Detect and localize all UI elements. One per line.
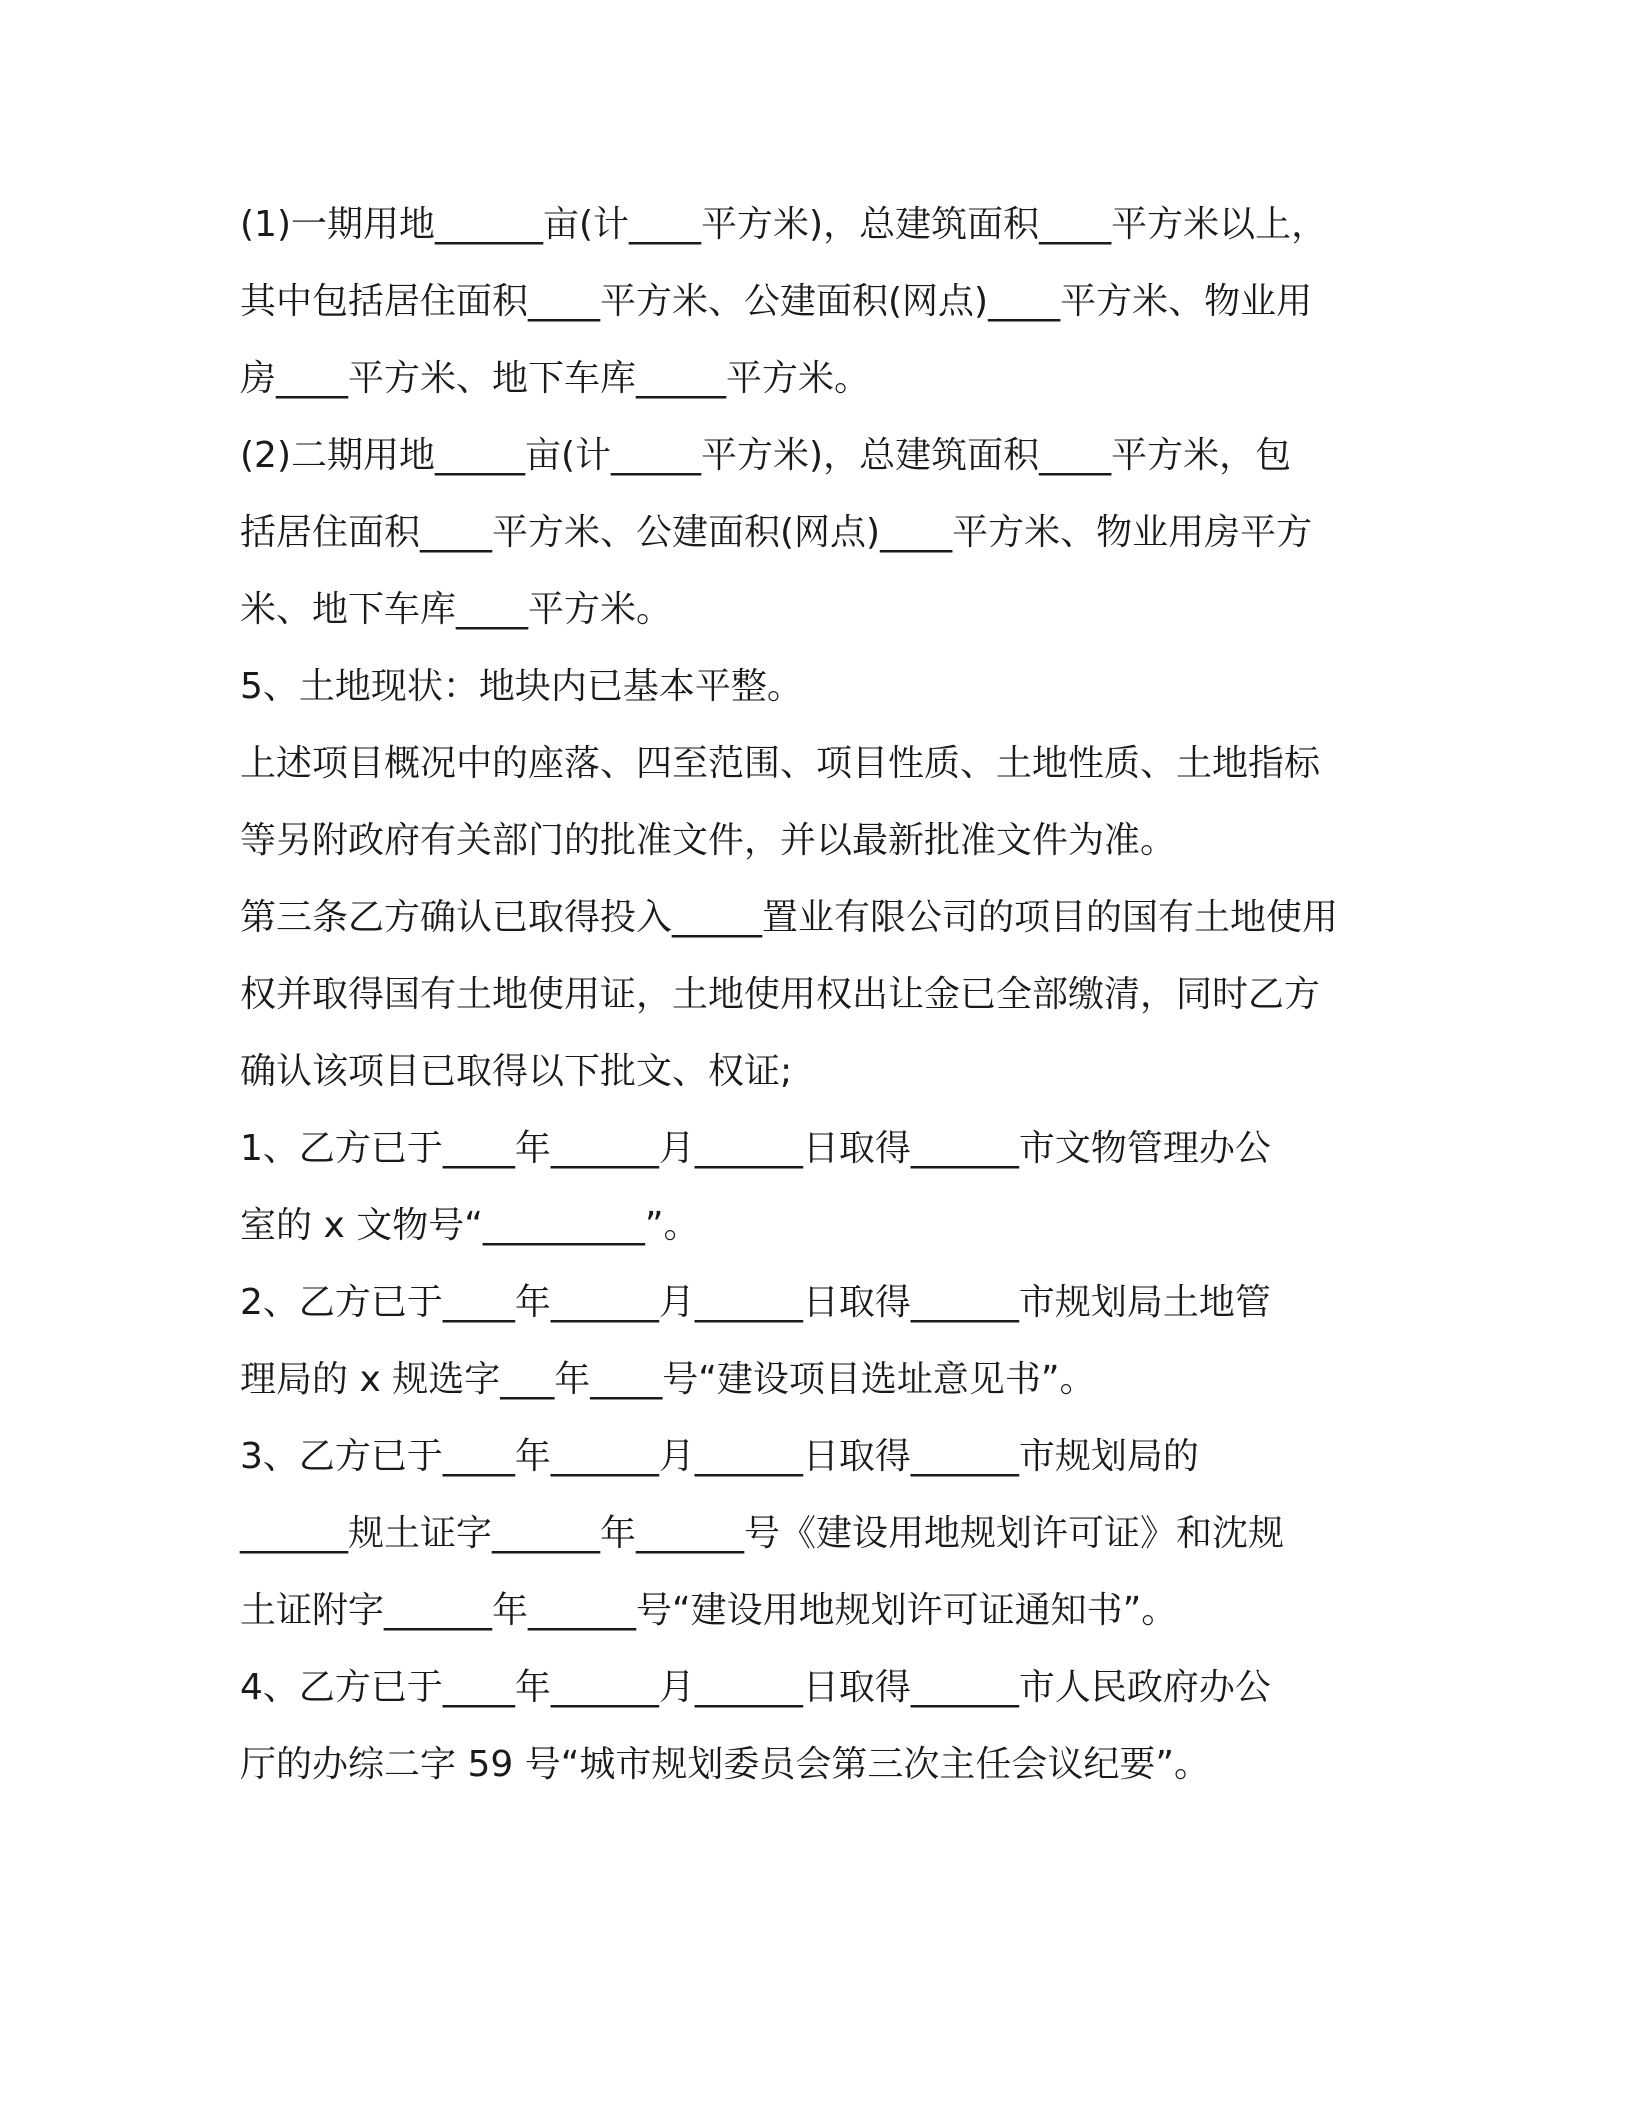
text-line: 2、乙方已于____年______月______日取得______市规划局土地管 <box>240 1282 1271 1323</box>
text-line: 室的 x 文物号“_________”。 <box>240 1205 700 1246</box>
text-line: 4、乙方已于____年______月______日取得______市人民政府办公 <box>240 1667 1271 1708</box>
text-line: 其中包括居住面积____平方米、公建面积(网点)____平方米、物业用 <box>240 281 1313 322</box>
text-line: 括居住面积____平方米、公建面积(网点)____平方米、物业用房平方 <box>240 512 1313 553</box>
text-line: ______规土证字______年______号《建设用地规划许可证》和沈规 <box>240 1513 1285 1554</box>
text-line: 等另附政府有关部门的批准文件，并以最新批准文件为准。 <box>240 820 1177 861</box>
text-line: 理局的 x 规选字___年____号“建设项目选址意见书”。 <box>240 1359 1096 1400</box>
text-line: 3、乙方已于____年______月______日取得______市规划局的 <box>240 1436 1199 1477</box>
text-line: 米、地下车库____平方米。 <box>240 589 673 630</box>
text-line: 确认该项目已取得以下批文、权证; <box>240 1051 793 1092</box>
text-line: (2)二期用地_____亩(计_____平方米)，总建筑面积____平方米，包 <box>240 435 1292 476</box>
text-line: 上述项目概况中的座落、四至范围、项目性质、土地性质、土地指标 <box>240 743 1321 784</box>
text-line: 第三条乙方确认已取得投入_____置业有限公司的项目的国有土地使用 <box>240 897 1339 938</box>
text-line: 权并取得国有土地使用证，土地使用权出让金已全部缴清，同时乙方 <box>240 974 1321 1015</box>
text-line: 房____平方米、地下车库_____平方米。 <box>240 358 871 399</box>
text-line: 1、乙方已于____年______月______日取得______市文物管理办公 <box>240 1128 1271 1169</box>
text-line: (1)一期用地______亩(计____平方米)，总建筑面积____平方米以上， <box>240 204 1328 245</box>
text-line: 厅的办综二字 59 号“城市规划委员会第三次主任会议纪要”。 <box>240 1744 1210 1785</box>
document-body <box>240 186 1400 1803</box>
text-line: 5、土地现状：地块内已基本平整。 <box>240 666 803 707</box>
text-line: 土证附字______年______号“建设用地规划许可证通知书”。 <box>240 1590 1178 1631</box>
